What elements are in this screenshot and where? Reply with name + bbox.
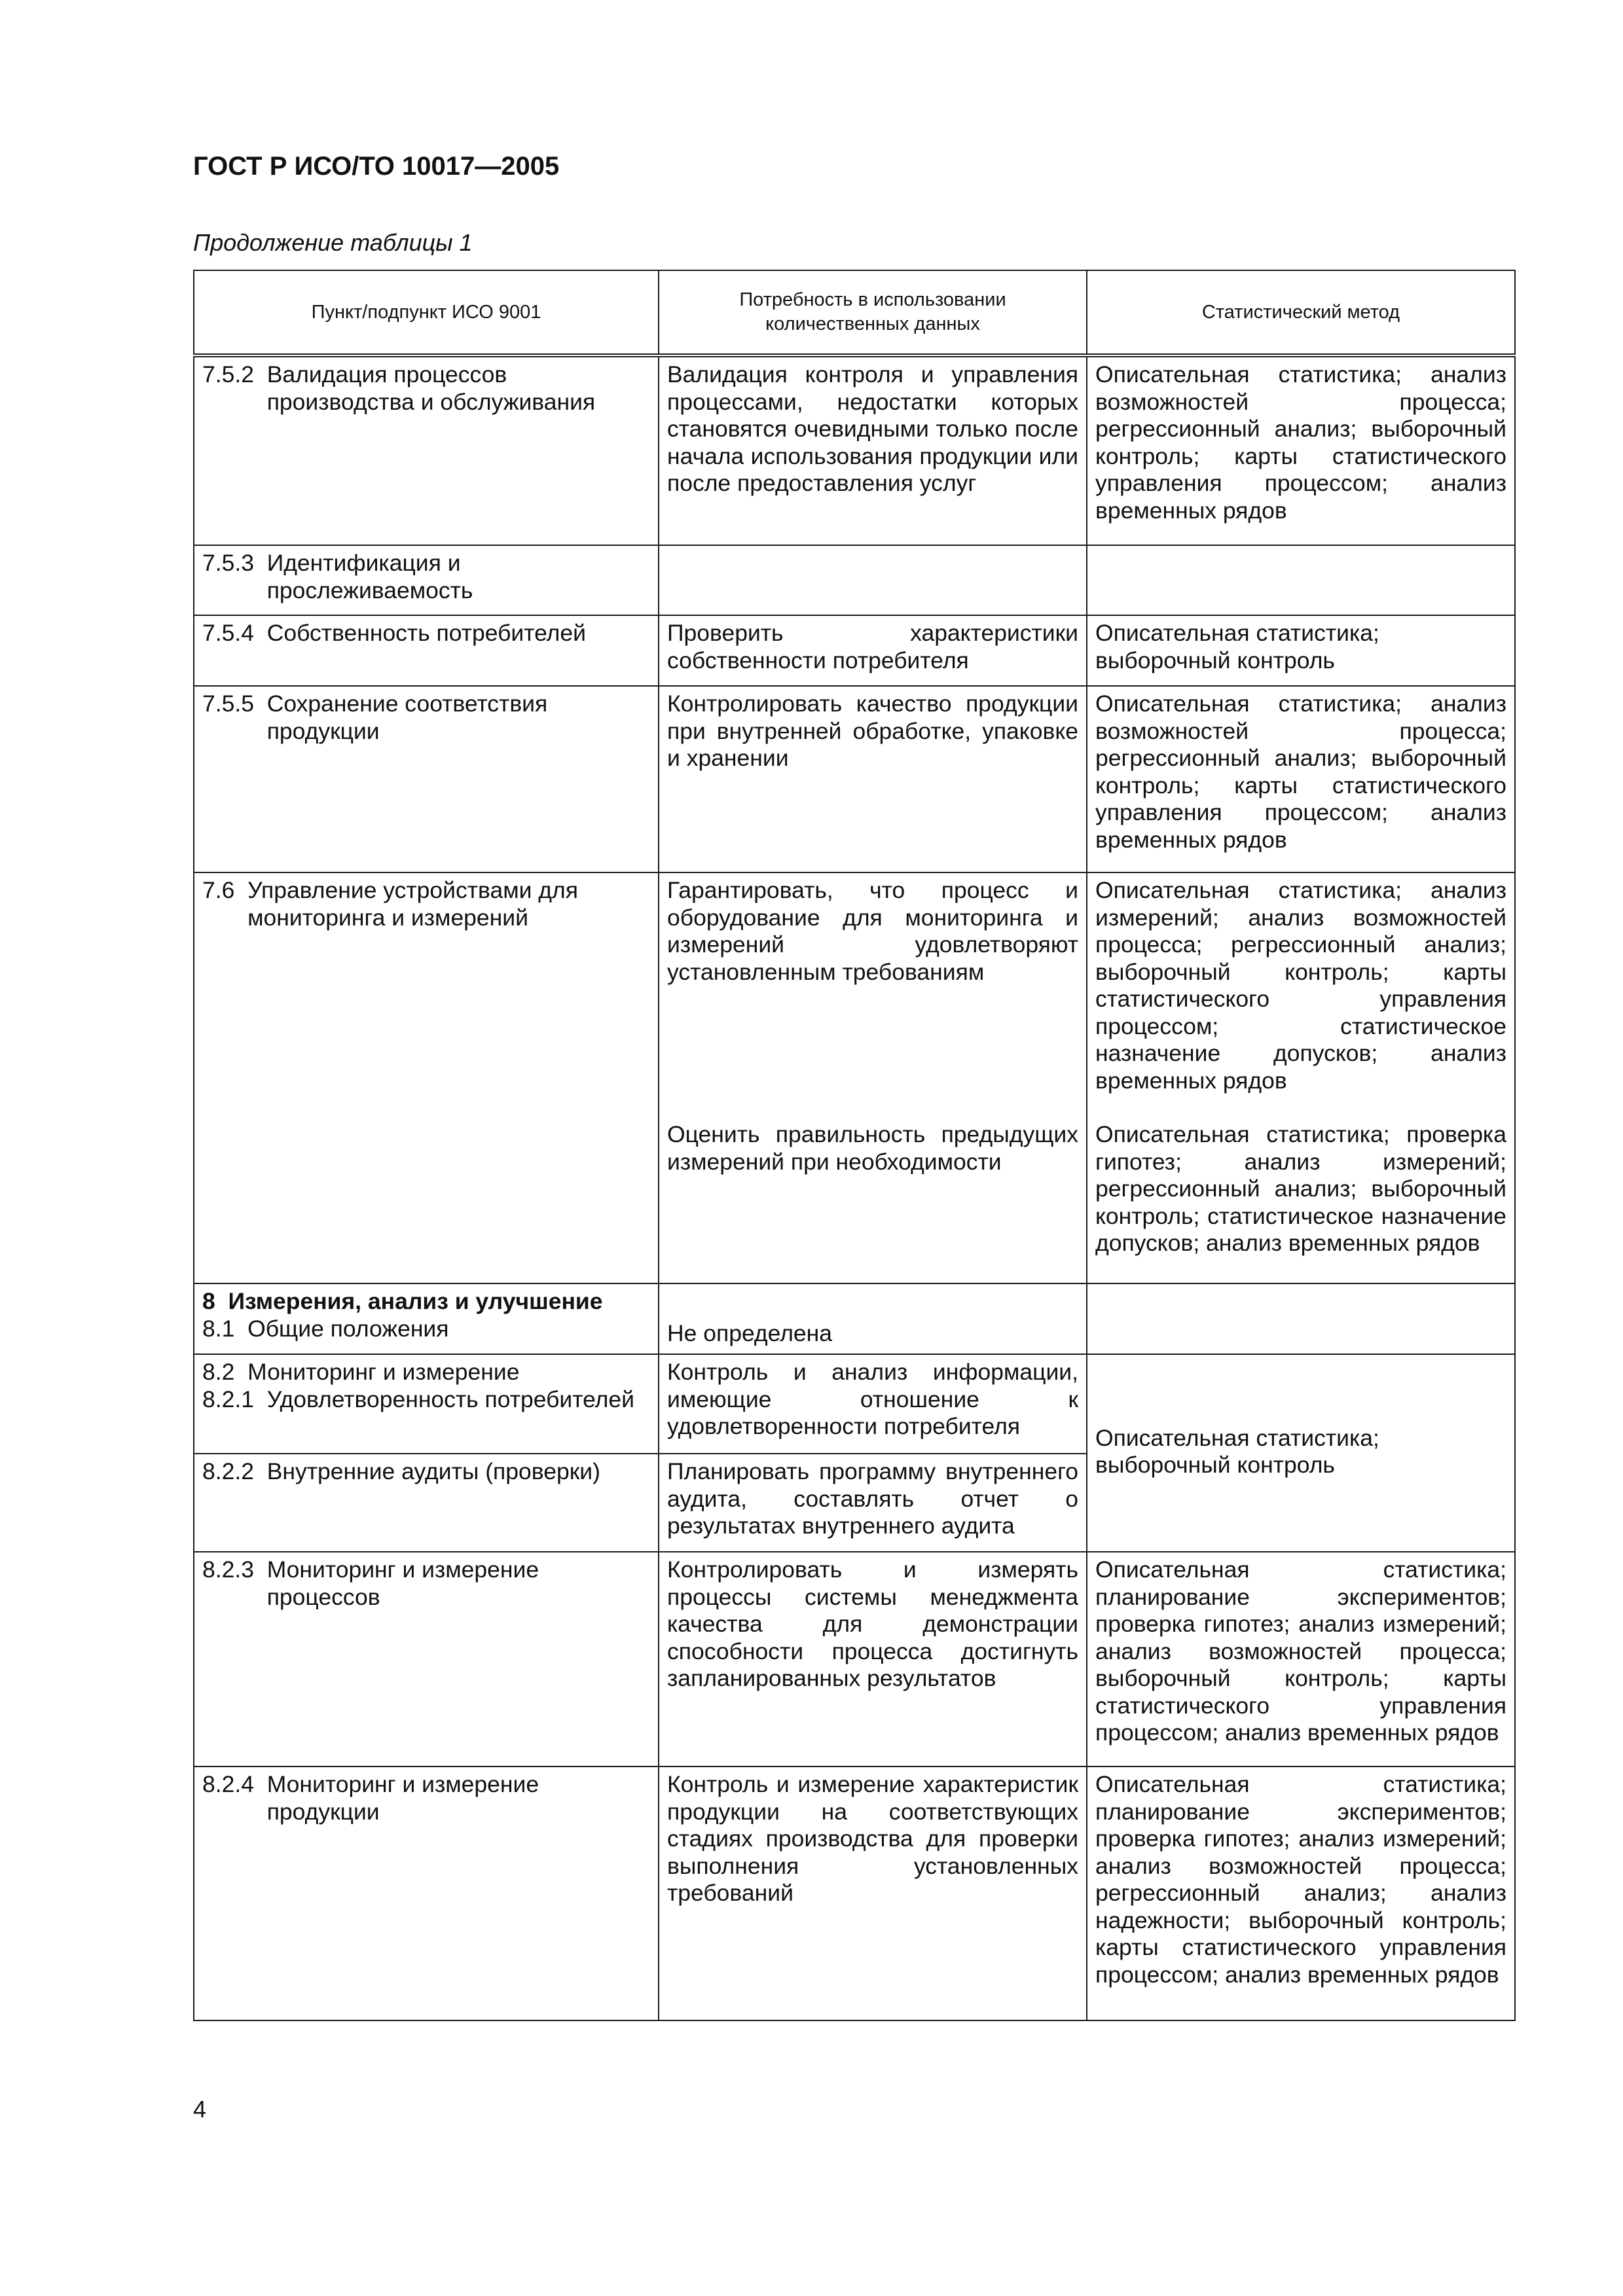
method-cell: Описательная статистика; проверка гипотез; анализ измерений; регрессионный анализ; выборочный контроль; статистическое назначение допусков; анализ временных рядов bbox=[1087, 1117, 1515, 1283]
need-cell: Контролировать и измерять процессы системы менеджмента качества для демонстрации способности процесса достигнуть запланированных результатов bbox=[659, 1552, 1087, 1767]
need-cell bbox=[659, 545, 1087, 615]
clause-cell bbox=[194, 1767, 659, 2020]
need-cell: Планировать программу внутреннего аудита, составлять отчет о результатах внутреннего аудита bbox=[659, 1454, 1087, 1552]
clause-number: 8.1 bbox=[202, 1315, 235, 1342]
table-row bbox=[194, 545, 1515, 615]
clause-cell bbox=[194, 615, 659, 686]
table-row bbox=[194, 615, 1515, 686]
clause-number: 7.5.3 bbox=[202, 550, 254, 576]
clause-title: Мониторинг и измерение продукции bbox=[266, 1771, 539, 1825]
table-row bbox=[194, 872, 1515, 1117]
table-row bbox=[194, 686, 1515, 872]
clause-cell bbox=[194, 545, 659, 615]
clause-title: Общие положения bbox=[247, 1315, 449, 1342]
need-cell: Проверить характеристики собственности потребителя bbox=[659, 615, 1087, 686]
clause-title: Валидация процессов производства и обслуживания bbox=[266, 361, 596, 415]
table-row bbox=[194, 1767, 1515, 2020]
method-cell: Описательная статистика; выборочный контроль bbox=[1087, 615, 1515, 686]
clause-title: Сохранение соответствия продукции bbox=[266, 691, 548, 744]
method-cell: Описательная статистика; планирование экспериментов; проверка гипотез; анализ измерений; анализ возможностей процесса; регрессионный анализ; анализ надежности; выборочный контроль; карты статистического управления процессом; анализ временных рядов bbox=[1087, 1767, 1515, 2020]
need-cell: Контролировать качество продукции при внутренней обработке, упаковке и хранении bbox=[659, 686, 1087, 872]
clause-cell bbox=[194, 1552, 659, 1767]
clause-title: Внутренние аудиты (проверки) bbox=[266, 1458, 600, 1484]
column-header-method: Статистический метод bbox=[1087, 270, 1515, 355]
clause-title: Мониторинг и измерение процессов bbox=[266, 1556, 539, 1610]
clause-number: 8.2.1 bbox=[202, 1386, 254, 1412]
clause-cell bbox=[194, 872, 659, 1283]
table-row bbox=[194, 355, 1515, 545]
table-row bbox=[194, 1283, 1515, 1354]
need-cell: Валидация контроля и управления процессами, недостатки которых становятся очевидными только после начала использования продукции или после предоставления услуг bbox=[659, 355, 1087, 545]
table-row bbox=[194, 1552, 1515, 1767]
clause-number: 8.2.4 bbox=[202, 1771, 254, 1797]
page-number: 4 bbox=[193, 2096, 207, 2123]
clause-number: 7.5.4 bbox=[202, 620, 254, 646]
clause-number: 7.5.2 bbox=[202, 361, 254, 387]
method-cell: Описательная статистика; анализ возможностей процесса; регрессионный анализ; выборочный контроль; карты статистического управления процессом; анализ временных рядов bbox=[1087, 686, 1515, 872]
table-header-row bbox=[194, 270, 1515, 355]
need-cell: Гарантировать, что процесс и оборудование для мониторинга и измерений удовлетворяют установленным требованиям bbox=[659, 872, 1087, 1117]
clause-number: 8.2 bbox=[202, 1359, 235, 1385]
method-cell bbox=[1087, 1283, 1515, 1354]
clause-title: Идентификация и прослеживаемость bbox=[266, 550, 473, 603]
clause-cell bbox=[194, 686, 659, 872]
table-row bbox=[194, 1354, 1515, 1454]
document-title: ГОСТ Р ИСО/ТО 10017—2005 bbox=[193, 152, 560, 181]
need-cell bbox=[659, 1283, 1087, 1354]
clause-title: Мониторинг и измерение bbox=[247, 1359, 520, 1385]
need-cell: Оценить правильность предыдущих измерений при необходимости bbox=[659, 1117, 1087, 1283]
need-text: Не определена bbox=[667, 1319, 833, 1346]
clause-cell bbox=[194, 1454, 659, 1552]
clause-number: 7.5.5 bbox=[202, 691, 254, 717]
column-header-need: Потребность в использовании количественных данных bbox=[659, 270, 1087, 355]
method-cell: Описательная статистика; анализ возможностей процесса; регрессионный анализ; выборочный контроль; карты статистического управления процессом; анализ временных рядов bbox=[1087, 355, 1515, 545]
method-cell: Описательная статистика; анализ измерений; анализ возможностей процесса; регрессионный анализ; выборочный контроль; карты статистического управления процессом; статистическое назначение допусков; анализ временных рядов bbox=[1087, 872, 1515, 1117]
column-header-clause: Пункт/подпункт ИСО 9001 bbox=[194, 270, 659, 355]
table-caption: Продолжение таблицы 1 bbox=[193, 229, 473, 256]
standards-table bbox=[193, 270, 1516, 2021]
clause-cell bbox=[194, 1283, 659, 1354]
clause-number: 7.6 bbox=[202, 877, 235, 903]
clause-title: Управление устройствами для мониторинга и измерений bbox=[247, 877, 578, 931]
method-cell bbox=[1087, 545, 1515, 615]
clause-title: Удовлетворенность потребителей bbox=[266, 1386, 634, 1412]
section-number: 8 bbox=[202, 1288, 215, 1314]
section-title: Измерения, анализ и улучшение bbox=[228, 1288, 603, 1314]
clause-number: 8.2.2 bbox=[202, 1458, 254, 1484]
method-cell: Описательная статистика; планирование экспериментов; проверка гипотез; анализ измерений; анализ возможностей процесса; выборочный контроль; карты статистического управления процессом; анализ временных рядов bbox=[1087, 1552, 1515, 1767]
clause-title: Собственность потребителей bbox=[266, 620, 586, 646]
method-cell: Описательная статистика; выборочный контроль bbox=[1087, 1354, 1515, 1552]
need-cell: Контроль и измерение характеристик продукции на соответствующих стадиях производства для проверки выполнения установленных требований bbox=[659, 1767, 1087, 2020]
clause-cell bbox=[194, 355, 659, 545]
clause-cell bbox=[194, 1354, 659, 1454]
clause-number: 8.2.3 bbox=[202, 1556, 254, 1583]
need-cell: Контроль и анализ информации, имеющие отношение к удовлетворенности потребителя bbox=[659, 1354, 1087, 1454]
